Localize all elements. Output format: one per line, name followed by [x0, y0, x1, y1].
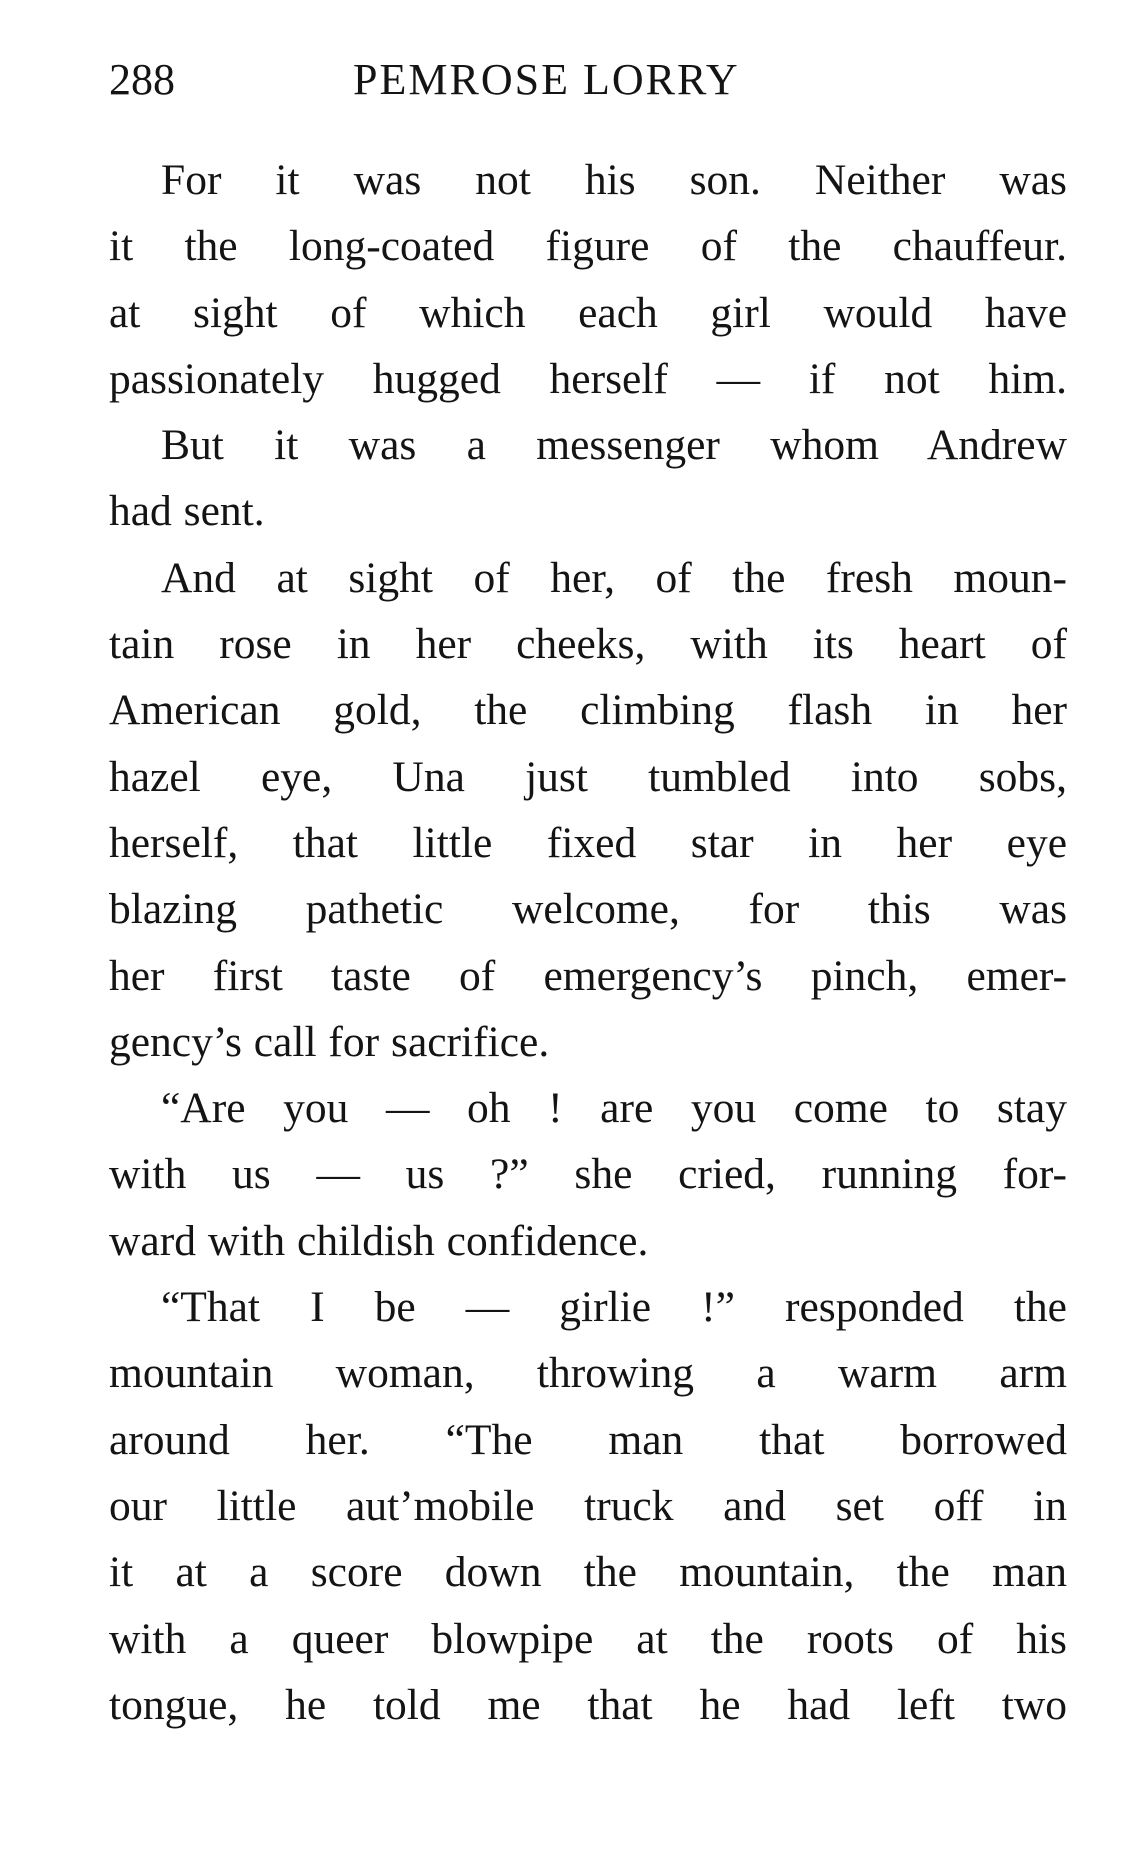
text-line: ward with childish confidence. [109, 1216, 649, 1265]
text-line: it at a score down the mountain, the man [109, 1548, 1067, 1597]
text-line: it the long-coated figure of the chauffeur. [109, 222, 1067, 271]
text-line: And at sight of her, of the fresh moun- [161, 553, 1067, 602]
text-line: tain rose in her cheeks, with its heart of [109, 620, 1067, 669]
text-line: American gold, the climbing flash in her [109, 686, 1067, 735]
text-line: hazel eye, Una just tumbled into sobs, [109, 752, 1067, 801]
text-line: around her. “The man that borrowed [109, 1415, 1067, 1464]
text-line: her first taste of emergency’s pinch, emer- [109, 951, 1067, 1000]
text-line: mountain woman, throwing a warm arm [109, 1349, 1067, 1398]
running-title: PEMROSE LORRY [353, 55, 740, 104]
text-line: passionately hugged herself — if not him. [109, 354, 1067, 403]
text-line: “Are you — oh ! are you come to stay [161, 1084, 1067, 1133]
text-line: tongue, he told me that he had left two [109, 1680, 1067, 1729]
text-line: at sight of which each girl would have [109, 288, 1067, 337]
text-line: blazing pathetic welcome, for this was [109, 885, 1067, 934]
body-text [109, 147, 1067, 1738]
text-line: with us — us ?” she cried, running for- [109, 1150, 1067, 1199]
text-line: “That I be — girlie !” responded the [161, 1283, 1067, 1332]
text-line: gency’s call for sacrifice. [109, 1017, 550, 1066]
text-line: with a queer blowpipe at the roots of his [109, 1614, 1067, 1663]
page-header [109, 50, 1069, 110]
text-line: But it was a messenger whom Andrew [161, 421, 1067, 470]
text-line: For it was not his son. Neither was [161, 156, 1067, 204]
text-line: herself, that little fixed star in her eye [109, 818, 1067, 867]
text-line: had sent. [109, 487, 265, 536]
page-number: 288 [109, 55, 175, 104]
text-line: our little aut’mobile truck and set off in [109, 1481, 1067, 1530]
